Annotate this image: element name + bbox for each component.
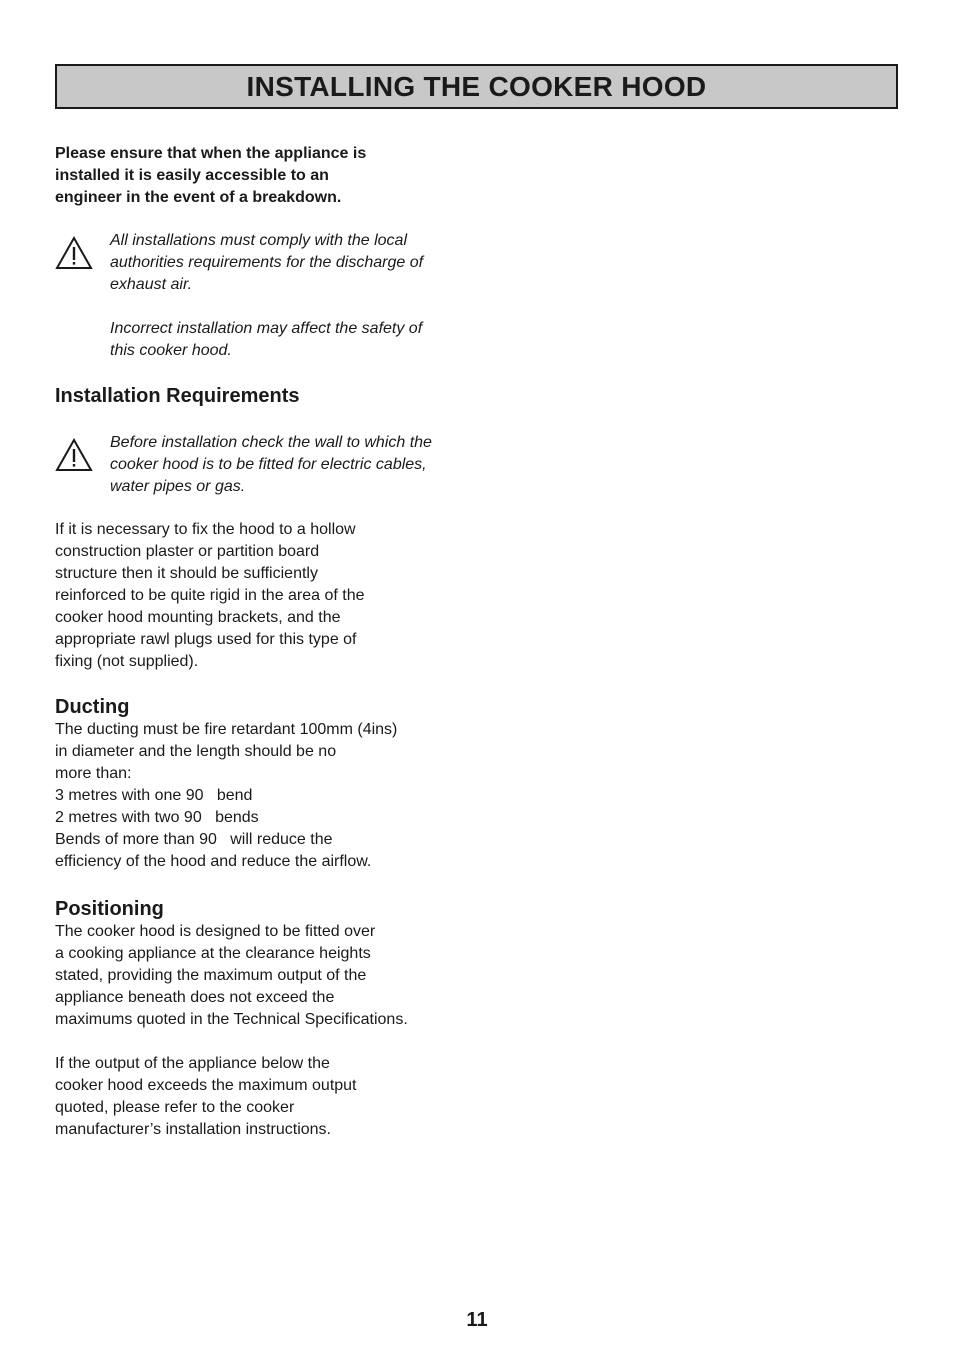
section-heading-positioning: Positioning [55,898,164,920]
warning-line: All installations must comply with the local [110,232,408,249]
body-line: more than: [55,765,132,782]
body-line: fixing (not supplied). [55,653,199,670]
body-line: structure then it should be sufficiently [55,565,318,582]
body-line: construction plaster or partition board [55,543,320,560]
warning-triangle-icon [55,236,93,270]
section-heading-ducting: Ducting [55,696,130,718]
body-line: The ducting must be fire retardant 100mm (4ins) [55,721,398,738]
body-line: 2 metres with two 90 bends [55,809,259,826]
warning-line: exhaust air. [110,276,193,293]
intro-line: installed it is easily accessible to an [55,167,329,184]
body-line: manufacturer’s installation instructions. [55,1121,331,1138]
ducting-section [55,695,475,873]
body-line: quoted, please refer to the cooker [55,1099,295,1116]
warning-block-exhaust [55,230,475,370]
warning-line: cooker hood is to be fitted for electric cables, [110,456,427,473]
body-line: in diameter and the length should be no [55,743,337,760]
warning-line: Before installation check the wall to which the [110,434,432,451]
body-line: appliance beneath does not exceed the [55,989,335,1006]
intro-line: engineer in the event of a breakdown. [55,189,342,206]
body-line: a cooking appliance at the clearance heights [55,945,371,962]
section-heading-installation-requirements: Installation Requirements [55,385,300,407]
body-line: If it is necessary to fix the hood to a hollow [55,521,356,538]
installation-body [55,519,475,673]
body-line: 3 metres with one 90 bend [55,787,253,804]
intro-line: Please ensure that when the appliance is [55,145,367,162]
warning-triangle-icon [55,438,93,472]
body-line: cooker hood mounting brackets, and the [55,609,341,626]
body-line: Bends of more than 90 will reduce the [55,831,333,848]
page-number: 11 [466,1309,488,1331]
body-line: reinforced to be quite rigid in the area of the [55,587,365,604]
body-line: The cooker hood is designed to be fitted over [55,923,376,940]
warning-line: Incorrect installation may affect the safety of [110,320,423,337]
page-title: INSTALLING THE COOKER HOOD [246,70,707,102]
positioning-section [55,897,495,1141]
warning-line: this cooker hood. [110,342,232,359]
page-title-banner [55,64,898,109]
warning-line: water pipes or gas. [110,478,246,495]
body-line: If the output of the appliance below the [55,1055,330,1072]
intro-paragraph [55,143,475,209]
body-line: maximums quoted in the Technical Specifications. [55,1011,408,1028]
warning-block-wall-check [55,432,475,502]
warning-line: authorities requirements for the discharge of [110,254,424,271]
body-line: efficiency of the hood and reduce the airflow. [55,853,372,870]
body-line: stated, providing the maximum output of the [55,967,367,984]
body-line: cooker hood exceeds the maximum output [55,1077,357,1094]
body-line: appropriate rawl plugs used for this type of [55,631,357,648]
